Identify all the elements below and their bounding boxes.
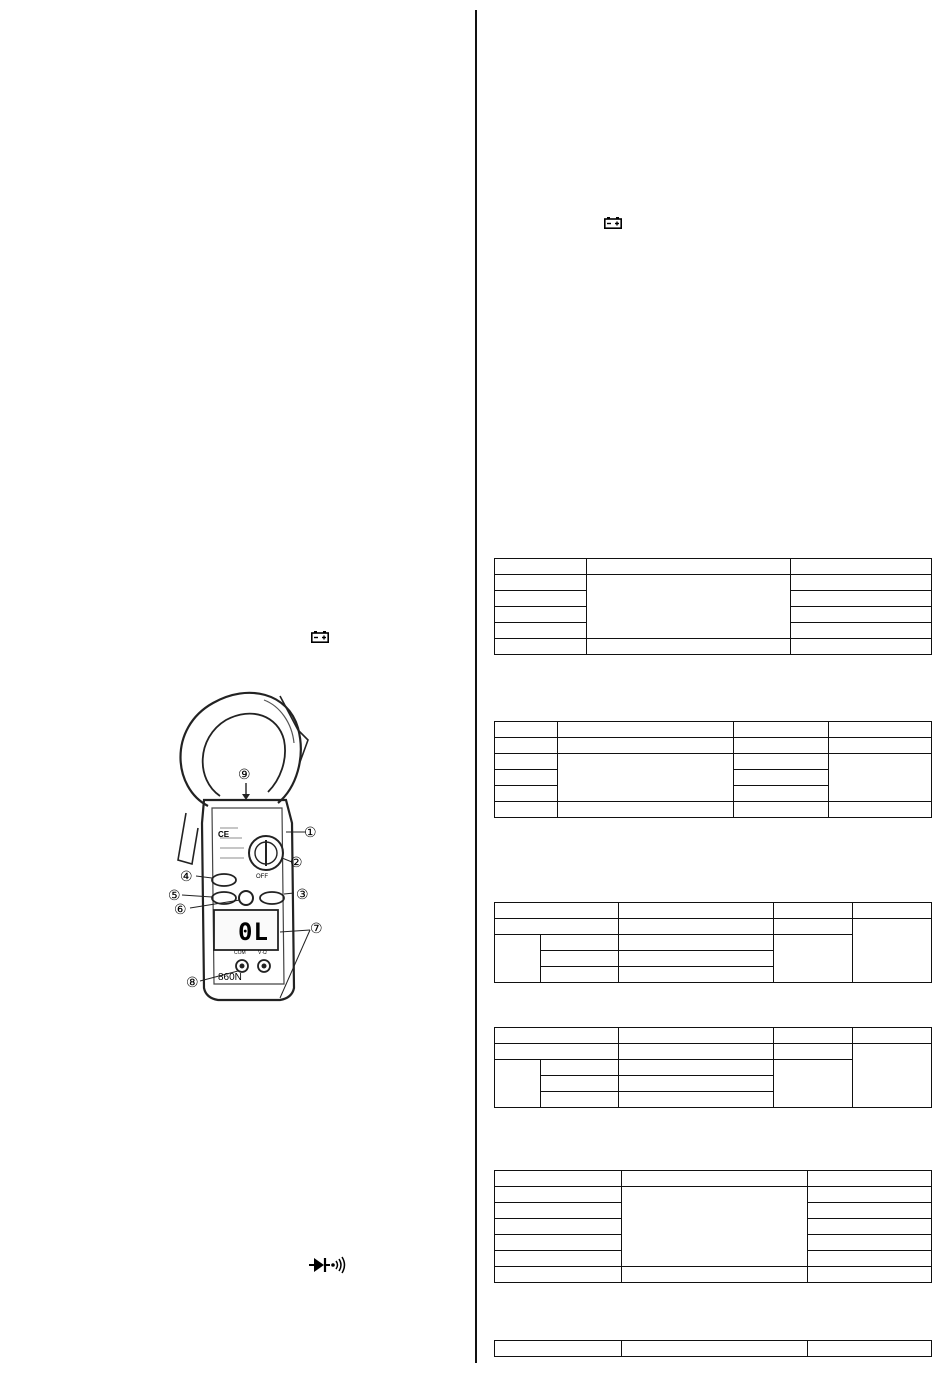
table-row [495,1267,932,1283]
v-ohm-mark: V·Ω [258,950,267,956]
table-row [495,1028,932,1044]
spec-table-3 [494,902,932,983]
ce-mark: CE [218,830,230,839]
callout-4: ④ [180,868,193,884]
callout-1: ① [304,824,317,840]
callout-8: ⑧ [186,974,199,990]
clamp-meter-illustration [168,688,328,1008]
callout-3: ③ [296,886,309,902]
table-row [495,919,932,935]
table-row [495,1187,932,1203]
battery-icon [311,631,329,643]
table-row [495,903,932,919]
off-mark: OFF [256,874,268,880]
callout-7: ⑦ [310,920,323,936]
callout-2: ② [290,854,303,870]
table-row [495,802,932,818]
spec-table-6 [494,1340,932,1357]
spec-table-5 [494,1170,932,1283]
model-label: 860N [218,972,242,983]
spec-table-1 [494,558,932,655]
table-row [495,639,932,655]
table-row [495,559,932,575]
column-divider [475,10,477,1363]
lcd-reading: 0L [238,918,269,946]
table-row [495,1341,932,1357]
spec-table-2 [494,721,932,818]
callout-5: ⑤ [168,887,181,903]
diode-continuity-icon [308,1254,350,1276]
table-row [495,738,932,754]
spec-table-4 [494,1027,932,1108]
com-mark: COM [234,950,246,956]
battery-icon [604,217,622,229]
table-row [495,575,932,591]
table-row [495,1044,932,1060]
clamp-meter-drawing [168,688,328,1008]
callout-9: ⑨ [238,766,251,782]
table-row [495,722,932,738]
table-row [495,754,932,770]
callout-6: ⑥ [174,901,187,917]
table-row [495,1171,932,1187]
